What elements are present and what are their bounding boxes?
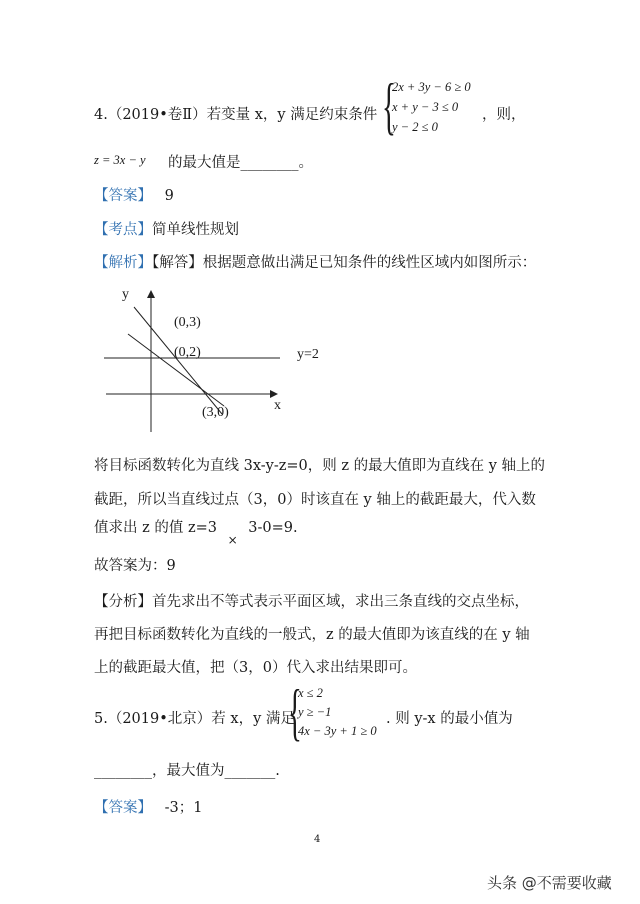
answer-row-4	[94, 184, 174, 205]
y-axis-label: y	[122, 287, 129, 302]
constraint-4-3: y − 2 ≤ 0	[392, 120, 438, 134]
point-label-0-2: (0,2)	[174, 345, 201, 360]
x-axis-arrow	[270, 390, 278, 398]
brace-4: {	[382, 70, 396, 141]
conclusion: 故答案为：9	[94, 558, 176, 574]
objective-function: z = 3x − y	[94, 153, 146, 167]
solution-line-3a: 值求出 z 的值 z=3	[94, 520, 217, 536]
analysis-lead: 【解答】根据题意做出满足已知条件的线性区域内如图所示：	[152, 255, 537, 271]
watermark: 头条 @不需要收藏	[487, 874, 612, 892]
fenxi-line-1: 【分析】首先求出不等式表示平面区域，求出三条直线的交点坐标，	[94, 594, 529, 610]
analysis-row	[94, 251, 536, 272]
answer-tag: 【答案】	[94, 188, 152, 204]
feasible-region-graph	[100, 282, 300, 440]
constraint-5-3: 4x − 3y + 1 ≥ 0	[298, 724, 377, 738]
problem4-head: 4.（2019•卷Ⅱ）若变量 x，y 满足约束条件	[94, 107, 378, 123]
answer-value-5: -3；1	[164, 800, 203, 816]
topic-tag: 【考点】	[94, 222, 152, 238]
answer-tag-5: 【答案】	[94, 800, 152, 816]
fenxi-line-3: 上的截距最大值，把（3，0）代入求出结果即可。	[94, 660, 417, 676]
solution-line-1: 将目标函数转化为直线 3x-y-z=0，则 z 的最大值即为直线在 y 轴上的	[94, 458, 546, 474]
topic-row	[94, 218, 239, 239]
topic-value: 简单线性规划	[152, 222, 239, 238]
line-label-y2: y=2	[297, 347, 319, 362]
problem5-line-2: ________，最大值为_______.	[94, 763, 280, 779]
constraint-4-2: x + y − 3 ≤ 0	[392, 100, 459, 114]
problem5-head: 5.（2019•北京）若 x，y 满足	[94, 711, 295, 727]
solution-line-3b: 3-0=9.	[248, 520, 298, 536]
analysis-tag: 【解析】	[94, 255, 152, 271]
point-label-0-3: (0,3)	[174, 315, 201, 330]
point-label-3-0: (3,0)	[202, 405, 229, 420]
page-number: 4	[314, 834, 321, 845]
problem5-tail: . 则 y-x 的最小值为	[386, 711, 513, 727]
answer-value: 9	[164, 188, 174, 204]
problem4-tail: ，则，	[482, 107, 526, 123]
solution-line-3	[94, 516, 298, 547]
constraint-5-1: x ≤ 2	[298, 686, 323, 700]
constraint-4-1: 2x + 3y − 6 ≥ 0	[392, 80, 471, 94]
solution-line-2: 截距，所以当直线过点（3，0）时该直在 y 轴上的截距最大，代入数	[94, 492, 536, 508]
constraint-5-2: y ≥ −1	[298, 705, 332, 719]
x-axis-label: x	[274, 398, 281, 413]
times-sign: ×	[227, 533, 238, 547]
problem4-question: 的最大值是________。	[168, 155, 313, 171]
y-axis-arrow	[147, 290, 155, 298]
fenxi-line-2: 再把目标函数转化为直线的一般式，z 的最大值即为该直线的在 y 轴	[94, 627, 530, 643]
answer-row-5	[94, 796, 202, 817]
brace-5: {	[288, 676, 302, 747]
